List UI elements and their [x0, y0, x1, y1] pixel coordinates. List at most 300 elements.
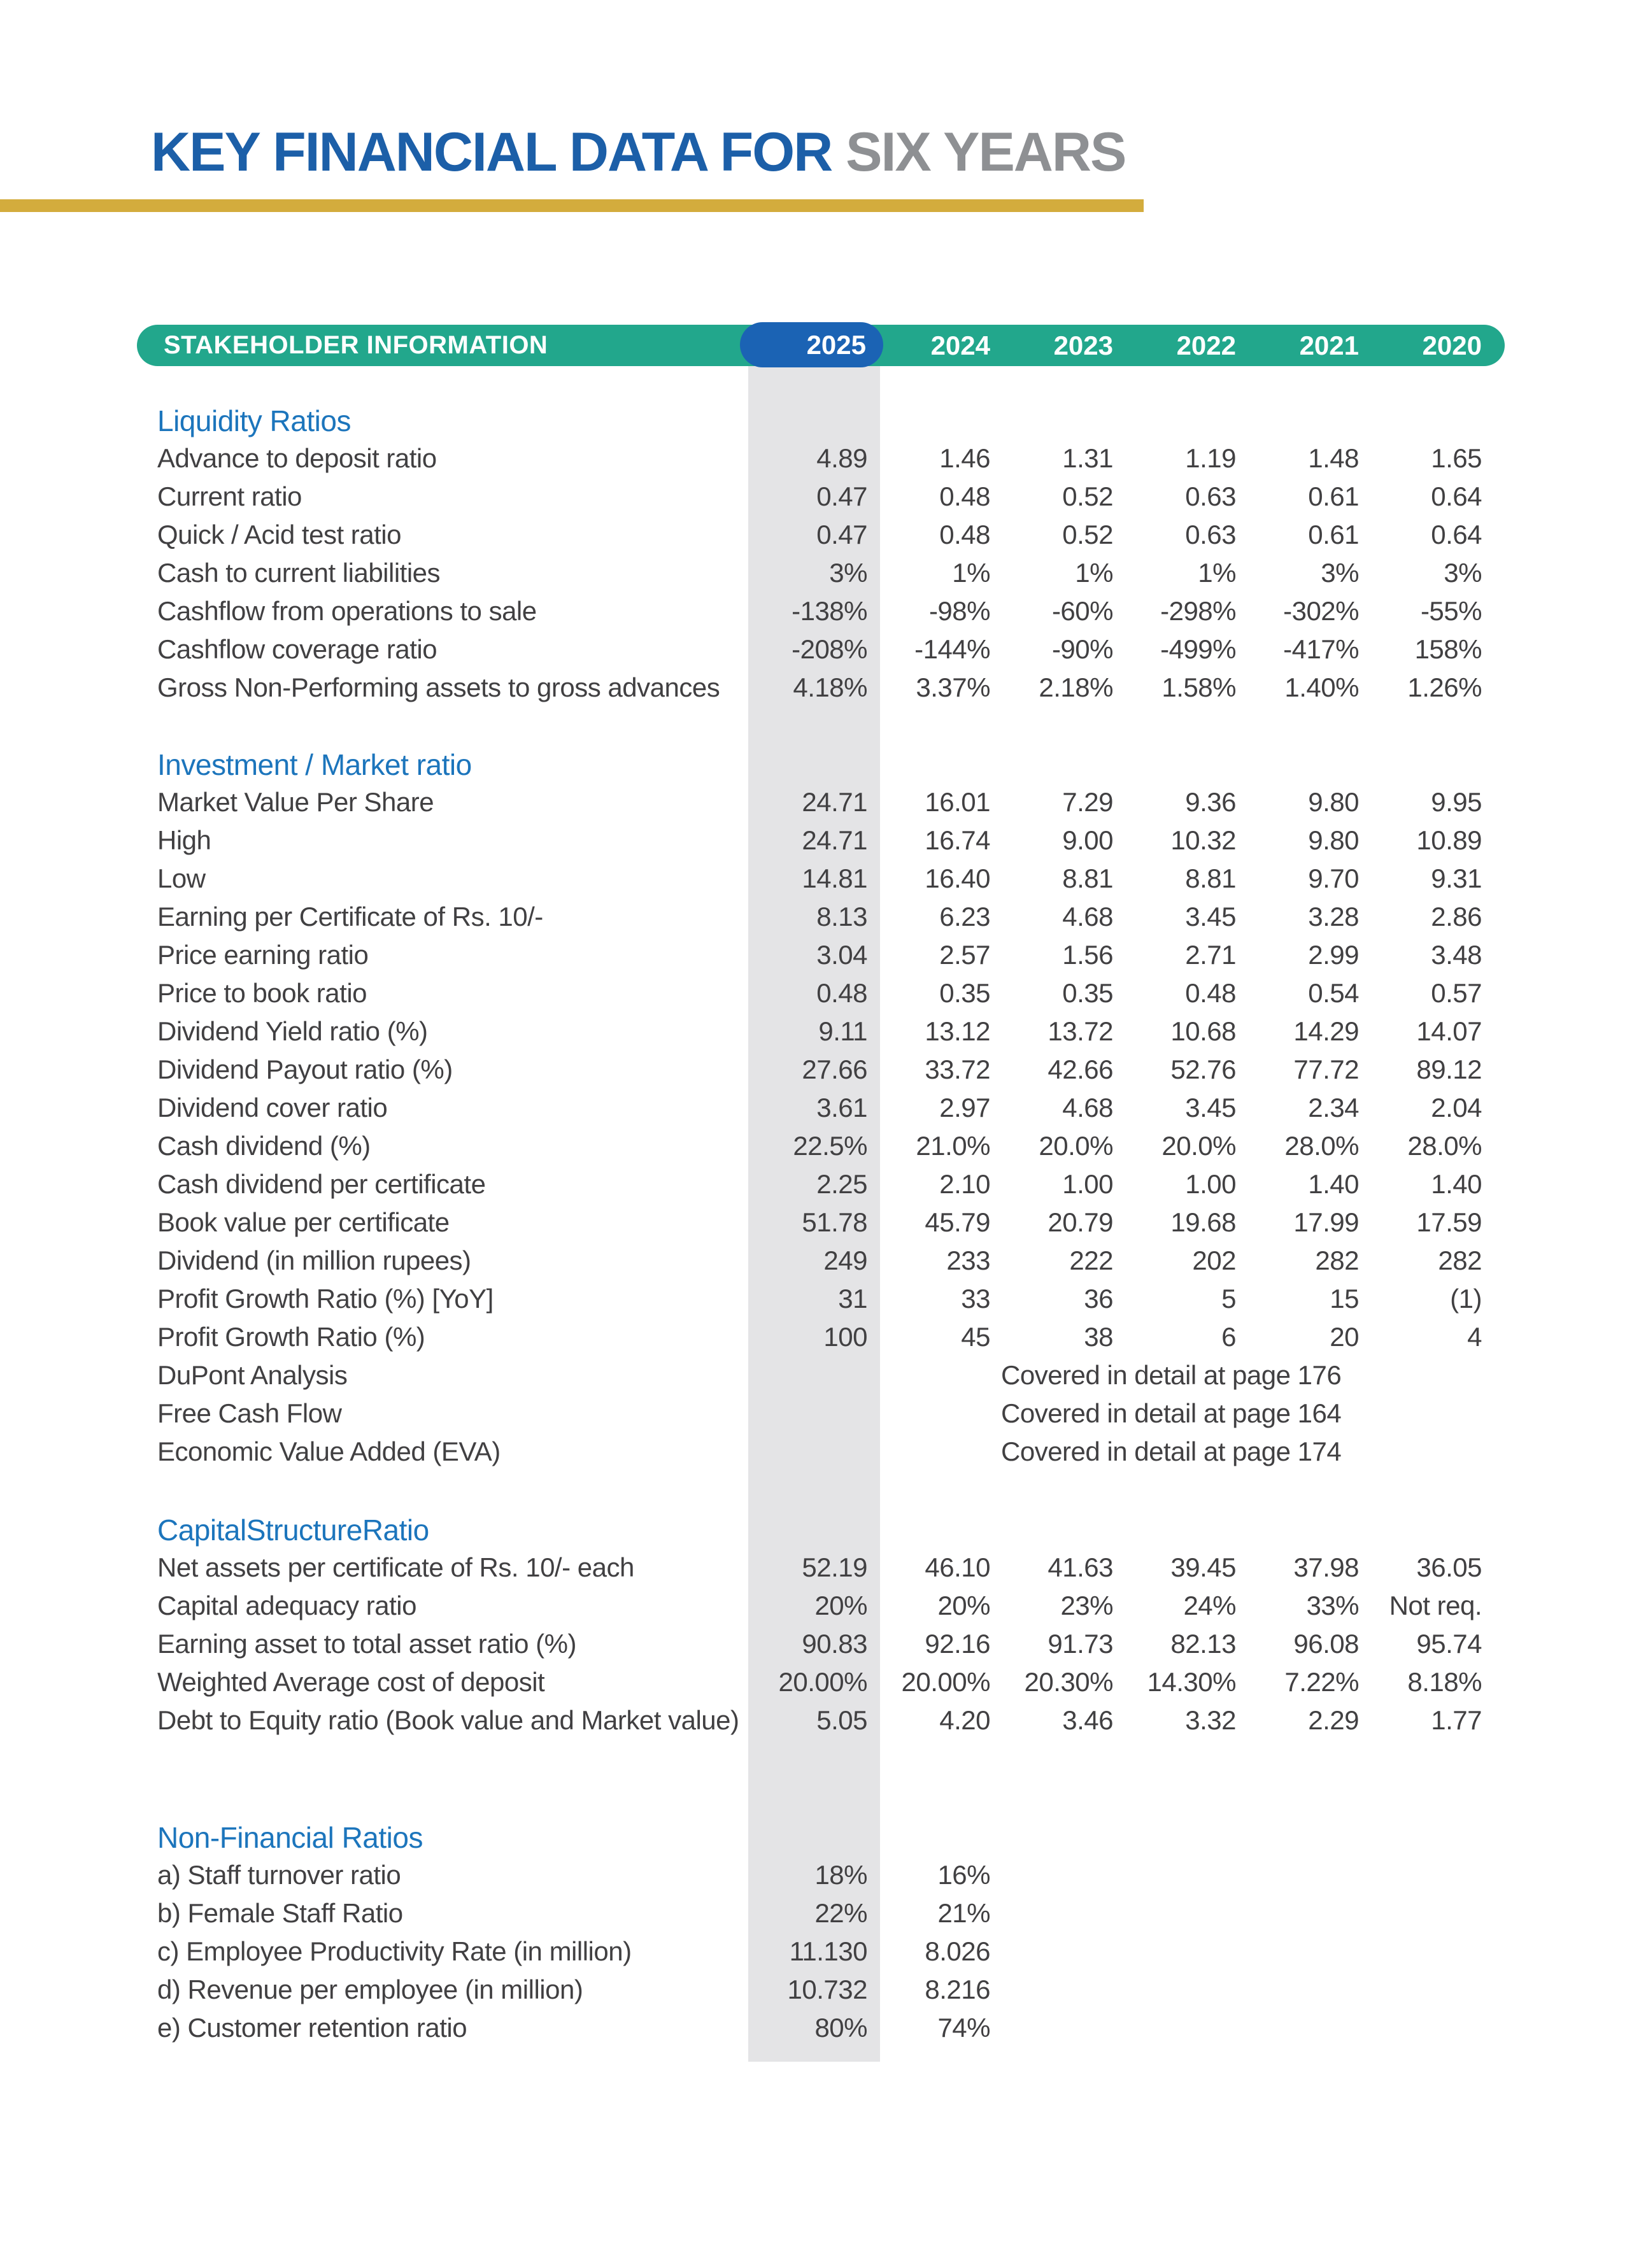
table-row: [137, 1012, 1505, 1051]
table-row: [137, 936, 1505, 974]
value-cell: 20.0%: [1039, 1131, 1113, 1161]
row-label: Earning asset to total asset ratio (%): [157, 1629, 576, 1659]
value-cell: 82.13: [1170, 1629, 1236, 1659]
value-cell: 1.26%: [1407, 672, 1482, 702]
row-label: Free Cash Flow: [157, 1398, 342, 1428]
table-row: [137, 630, 1505, 669]
value-cell: 2.10: [939, 1169, 990, 1199]
value-cell: 2.99: [1308, 940, 1359, 970]
row-label: Economic Value Added (EVA): [157, 1436, 501, 1466]
value-cell: 0.35: [939, 978, 990, 1008]
table-row: [137, 1701, 1505, 1740]
row-right-spacer: [1482, 1433, 1505, 1471]
value-cell: 7.29: [1062, 787, 1113, 817]
row-right-spacer: [1482, 898, 1505, 936]
row-right-spacer: [1482, 1625, 1505, 1663]
row-label: Book value per certificate: [157, 1207, 450, 1237]
table-row: [137, 1280, 1505, 1318]
value-cell: 42.66: [1048, 1054, 1113, 1084]
section: [137, 748, 1505, 1471]
value-cell: 0.52: [1062, 520, 1113, 549]
value-cell: 9.80: [1308, 825, 1359, 855]
row-note: Covered in detail at page 176: [1001, 1360, 1342, 1390]
table-row: [137, 1203, 1505, 1242]
value-cell: 1.00: [1062, 1169, 1113, 1199]
row-label: DuPont Analysis: [157, 1360, 348, 1390]
value-cell: 0.47: [816, 481, 867, 511]
page-title: [151, 122, 1126, 183]
row-label: High: [157, 825, 211, 855]
financial-data-table: [137, 325, 1505, 2047]
row-label: b) Female Staff Ratio: [157, 1898, 403, 1928]
value-cell: 8.026: [925, 1936, 990, 1966]
value-cell: 1.58%: [1161, 672, 1236, 702]
year-header: 2020: [1422, 330, 1482, 360]
value-cell: -208%: [792, 634, 867, 664]
row-label: Dividend Yield ratio (%): [157, 1016, 428, 1046]
value-cell: 9.70: [1308, 863, 1359, 893]
row-right-spacer: [1482, 1165, 1505, 1203]
value-cell: 2.86: [1431, 902, 1482, 932]
row-right-spacer: [1482, 936, 1505, 974]
value-cell: 0.61: [1308, 481, 1359, 511]
value-cell: 0.48: [939, 481, 990, 511]
value-cell: 24%: [1183, 1591, 1236, 1620]
row-right-spacer: [1482, 1127, 1505, 1165]
table-row: [137, 1971, 1505, 2009]
value-cell: 158%: [1414, 634, 1482, 664]
value-cell: [1359, 1932, 1482, 1971]
value-cell: 1.48: [1308, 443, 1359, 473]
value-cell: 23%: [1060, 1591, 1113, 1620]
value-cell: 1.56: [1062, 940, 1113, 970]
value-cell: 16.74: [925, 825, 990, 855]
row-right-spacer: [1482, 1394, 1505, 1433]
value-cell: 3.04: [816, 940, 867, 970]
value-cell: 8.18%: [1407, 1667, 1482, 1697]
value-cell: 9.00: [1062, 825, 1113, 855]
row-right-spacer: [1482, 516, 1505, 554]
table-row: [137, 1394, 1505, 1433]
page-title-primary: KEY FINANCIAL DATA FOR: [151, 122, 832, 183]
table-row: [137, 821, 1505, 860]
value-cell: 10.32: [1170, 825, 1236, 855]
year-header: 2021: [1299, 330, 1359, 360]
value-cell: 0.64: [1431, 520, 1482, 549]
value-cell: 3%: [829, 558, 867, 588]
value-cell: [990, 2009, 1113, 2047]
value-cell: 4.20: [939, 1705, 990, 1735]
table-row: [137, 1165, 1505, 1203]
year-header: 2023: [1053, 330, 1113, 360]
value-cell: 8.13: [816, 902, 867, 932]
row-right-spacer: [1482, 1012, 1505, 1051]
value-cell: 36.05: [1416, 1552, 1482, 1582]
value-cell: 20: [1330, 1322, 1359, 1352]
row-label: Debt to Equity ratio (Book value and Market value): [157, 1705, 739, 1735]
value-cell: -499%: [1160, 634, 1236, 664]
value-cell: -417%: [1283, 634, 1359, 664]
value-cell: [1359, 2009, 1482, 2047]
value-cell: 1.65: [1431, 443, 1482, 473]
table-row: [137, 1663, 1505, 1701]
value-cell: -144%: [914, 634, 990, 664]
section-heading: CapitalStructureRatio: [157, 1513, 429, 1547]
value-cell: 18%: [814, 1860, 867, 1890]
table-row: [137, 898, 1505, 936]
value-cell: 3.32: [1185, 1705, 1236, 1735]
table-row: [137, 1089, 1505, 1127]
value-cell: 100: [823, 1322, 867, 1352]
row-label: Gross Non-Performing assets to gross advances: [157, 672, 720, 702]
row-label: d) Revenue per employee (in million): [157, 1974, 583, 2004]
table-row: [137, 554, 1505, 592]
table-row: [137, 2009, 1505, 2047]
row-label: Cash dividend (%): [157, 1131, 371, 1161]
value-cell: 90.83: [802, 1629, 867, 1659]
value-cell: 74%: [937, 2013, 990, 2043]
row-note: Covered in detail at page 174: [1001, 1436, 1342, 1466]
value-cell: -90%: [1051, 634, 1113, 664]
table-row: [137, 1856, 1505, 1894]
value-cell: -298%: [1160, 596, 1236, 626]
value-cell: [1236, 1856, 1359, 1894]
value-cell: 10.732: [787, 1974, 867, 2004]
value-cell: 13.72: [1048, 1016, 1113, 1046]
value-cell: 8.81: [1062, 863, 1113, 893]
table-row: [137, 592, 1505, 630]
value-cell: 0.52: [1062, 481, 1113, 511]
value-cell: 33: [961, 1284, 990, 1314]
value-cell: 3.45: [1185, 902, 1236, 932]
row-label: Net assets per certificate of Rs. 10/- each: [157, 1552, 634, 1582]
table-row: [137, 974, 1505, 1012]
value-cell: 0.57: [1431, 978, 1482, 1008]
value-cell: 52.19: [802, 1552, 867, 1582]
value-cell: 3.45: [1185, 1093, 1236, 1123]
row-right-spacer: [1482, 478, 1505, 516]
value-cell: 9.80: [1308, 787, 1359, 817]
value-cell: 2.71: [1185, 940, 1236, 970]
value-cell: 10.89: [1416, 825, 1482, 855]
value-cell: [1113, 1856, 1236, 1894]
value-cell: 45.79: [925, 1207, 990, 1237]
highlighted-year-pill: 2025: [740, 322, 883, 367]
value-cell: 31: [838, 1284, 867, 1314]
row-label: Market Value Per Share: [157, 787, 434, 817]
value-cell: 28.0%: [1407, 1131, 1482, 1161]
value-cell: 22%: [814, 1898, 867, 1928]
table-row: [137, 1433, 1505, 1471]
row-right-spacer: [1482, 2009, 1505, 2047]
row-label: Cash dividend per certificate: [157, 1169, 486, 1199]
row-right-spacer: [1482, 1932, 1505, 1971]
row-label: Earning per Certificate of Rs. 10/-: [157, 902, 543, 932]
value-cell: 20.0%: [1161, 1131, 1236, 1161]
value-cell: [1359, 1894, 1482, 1932]
value-cell: [1113, 2009, 1236, 2047]
value-cell: -138%: [792, 596, 867, 626]
value-cell: 8.216: [925, 1974, 990, 2004]
value-cell: [1236, 1894, 1359, 1932]
value-cell: 37.98: [1293, 1552, 1359, 1582]
value-cell: [1359, 1971, 1482, 2009]
value-cell: 14.30%: [1147, 1667, 1236, 1697]
value-cell: 52.76: [1170, 1054, 1236, 1084]
value-cell: 8.81: [1185, 863, 1236, 893]
row-right-spacer: [1482, 669, 1505, 707]
row-label: Price earning ratio: [157, 940, 369, 970]
row-right-spacer: [1482, 1242, 1505, 1280]
value-cell: 4.68: [1062, 1093, 1113, 1123]
value-cell: 1.19: [1185, 443, 1236, 473]
value-cell: 233: [946, 1245, 990, 1275]
table-header-title: STAKEHOLDER INFORMATION: [164, 331, 548, 359]
value-cell: 38: [1084, 1322, 1113, 1352]
value-cell: 4.68: [1062, 902, 1113, 932]
value-cell: 1.00: [1185, 1169, 1236, 1199]
value-cell: 3%: [1444, 558, 1482, 588]
value-cell: 1.40: [1431, 1169, 1482, 1199]
value-cell: [990, 1932, 1113, 1971]
value-cell: 27.66: [802, 1054, 867, 1084]
value-cell: 39.45: [1170, 1552, 1236, 1582]
value-cell: 202: [1192, 1245, 1236, 1275]
value-cell: 16.01: [925, 787, 990, 817]
value-cell: 2.29: [1308, 1705, 1359, 1735]
value-cell: 0.63: [1185, 481, 1236, 511]
section-heading: Investment / Market ratio: [157, 748, 472, 781]
value-cell: 1%: [952, 558, 990, 588]
table-row: [137, 1051, 1505, 1089]
value-cell: 2.57: [939, 940, 990, 970]
value-cell: 92.16: [925, 1629, 990, 1659]
value-cell: 24.71: [802, 787, 867, 817]
row-right-spacer: [1482, 1203, 1505, 1242]
year-header-cells: [867, 325, 1482, 366]
value-cell: 282: [1315, 1245, 1359, 1275]
value-cell: 9.11: [818, 1016, 867, 1046]
row-right-spacer: [1482, 860, 1505, 898]
value-cell: 33.72: [925, 1054, 990, 1084]
section-heading: Liquidity Ratios: [157, 404, 351, 437]
value-cell: 4.18%: [793, 672, 867, 702]
table-row: [137, 516, 1505, 554]
value-cell: 0.48: [1185, 978, 1236, 1008]
value-cell: 1.46: [939, 443, 990, 473]
value-cell: 282: [1438, 1245, 1482, 1275]
row-right-spacer: [1482, 1587, 1505, 1625]
value-cell: 0.35: [1062, 978, 1113, 1008]
value-cell: 19.68: [1170, 1207, 1236, 1237]
row-right-spacer: [1482, 1051, 1505, 1089]
table-row: [137, 1932, 1505, 1971]
table-row: [137, 1242, 1505, 1280]
value-cell: [990, 1856, 1113, 1894]
value-cell: 0.47: [816, 520, 867, 549]
value-cell: 7.22%: [1284, 1667, 1359, 1697]
value-cell: 1%: [1075, 558, 1113, 588]
table-row: [137, 439, 1505, 478]
table-row: [137, 860, 1505, 898]
value-cell: 20.00%: [778, 1667, 867, 1697]
row-right-spacer: [1482, 1971, 1505, 2009]
row-label: Current ratio: [157, 481, 302, 511]
table-row: [137, 1549, 1505, 1587]
value-cell: -55%: [1420, 596, 1482, 626]
value-cell: [1236, 1932, 1359, 1971]
value-cell: 1.40: [1308, 1169, 1359, 1199]
row-label: Dividend (in million rupees): [157, 1245, 471, 1275]
row-label: Capital adequacy ratio: [157, 1591, 416, 1620]
row-label: Profit Growth Ratio (%) [YoY]: [157, 1284, 494, 1314]
value-cell: 21.0%: [916, 1131, 990, 1161]
value-cell: 91.73: [1048, 1629, 1113, 1659]
value-cell: [1113, 1932, 1236, 1971]
row-right-spacer: [1482, 1663, 1505, 1701]
value-cell: 20.00%: [901, 1667, 990, 1697]
value-cell: -60%: [1051, 596, 1113, 626]
value-cell: [1359, 1856, 1482, 1894]
value-cell: 0.48: [816, 978, 867, 1008]
value-cell: 20.30%: [1024, 1667, 1113, 1697]
value-cell: 9.31: [1431, 863, 1482, 893]
row-right-spacer: [1482, 1356, 1505, 1394]
value-cell: 2.25: [816, 1169, 867, 1199]
row-label: Quick / Acid test ratio: [157, 520, 401, 549]
row-note: Covered in detail at page 164: [1001, 1398, 1342, 1428]
title-underline-bar: [0, 199, 1144, 212]
table-row: [137, 669, 1505, 707]
row-label: c) Employee Productivity Rate (in million): [157, 1936, 632, 1966]
value-cell: 2.97: [939, 1093, 990, 1123]
value-cell: 80%: [814, 2013, 867, 2043]
value-cell: 3.48: [1431, 940, 1482, 970]
value-cell: 13.12: [925, 1016, 990, 1046]
value-cell: 0.54: [1308, 978, 1359, 1008]
value-cell: 4: [1467, 1322, 1482, 1352]
table-row: [137, 783, 1505, 821]
table-row: [137, 478, 1505, 516]
table-header-bar: [137, 325, 1505, 366]
value-cell: 5.05: [816, 1705, 867, 1735]
year-header: 2022: [1176, 330, 1236, 360]
row-right-spacer: [1482, 1318, 1505, 1356]
value-cell: 1.31: [1062, 443, 1113, 473]
value-cell: 51.78: [802, 1207, 867, 1237]
row-right-spacer: [1482, 1089, 1505, 1127]
value-cell: [990, 1971, 1113, 2009]
table-row: [137, 1127, 1505, 1165]
table-row: [137, 1625, 1505, 1663]
value-cell: 89.12: [1416, 1054, 1482, 1084]
page-title-secondary: SIX YEARS: [846, 122, 1126, 183]
value-cell: 6: [1221, 1322, 1236, 1352]
row-label: Advance to deposit ratio: [157, 443, 437, 473]
value-cell: [1113, 1971, 1236, 2009]
row-right-spacer: [1482, 630, 1505, 669]
value-cell: 77.72: [1293, 1054, 1359, 1084]
row-right-spacer: [1482, 1701, 1505, 1740]
value-cell: 21%: [937, 1898, 990, 1928]
value-cell: 2.04: [1431, 1093, 1482, 1123]
value-cell: -302%: [1283, 596, 1359, 626]
value-cell: 9.95: [1431, 787, 1482, 817]
value-cell: 14.29: [1293, 1016, 1359, 1046]
value-cell: 45: [961, 1322, 990, 1352]
value-cell: [1236, 2009, 1359, 2047]
value-cell: 3.37%: [916, 672, 990, 702]
row-right-spacer: [1482, 439, 1505, 478]
value-cell: (1): [1450, 1284, 1482, 1314]
value-cell: 2.18%: [1039, 672, 1113, 702]
value-cell: 3%: [1321, 558, 1359, 588]
year-header: 2024: [930, 330, 990, 360]
table-row: [137, 1356, 1505, 1394]
value-cell: 17.99: [1293, 1207, 1359, 1237]
value-cell: 17.59: [1416, 1207, 1482, 1237]
value-cell: 3.28: [1308, 902, 1359, 932]
row-right-spacer: [1482, 783, 1505, 821]
row-right-spacer: [1482, 1894, 1505, 1932]
row-right-spacer: [1482, 1549, 1505, 1587]
value-cell: 2.34: [1308, 1093, 1359, 1123]
table-row: [137, 1587, 1505, 1625]
value-cell: 20%: [814, 1591, 867, 1620]
section: [137, 404, 1505, 707]
row-right-spacer: [1482, 1280, 1505, 1318]
value-cell: 33%: [1306, 1591, 1359, 1620]
table-body: [137, 404, 1505, 2047]
section-heading: Non-Financial Ratios: [157, 1821, 423, 1854]
row-label: Dividend cover ratio: [157, 1093, 388, 1123]
row-right-spacer: [1482, 821, 1505, 860]
value-cell: [1113, 1894, 1236, 1932]
value-cell: 20.79: [1048, 1207, 1113, 1237]
section: [137, 1513, 1505, 1740]
value-cell: 0.63: [1185, 520, 1236, 549]
value-cell: 14.81: [802, 863, 867, 893]
value-cell: 0.48: [939, 520, 990, 549]
value-cell: 9.36: [1185, 787, 1236, 817]
section: [137, 1821, 1505, 2047]
row-label: Profit Growth Ratio (%): [157, 1322, 425, 1352]
value-cell: 36: [1084, 1284, 1113, 1314]
value-cell: [990, 1894, 1113, 1932]
row-label: Price to book ratio: [157, 978, 367, 1008]
value-cell: 16%: [937, 1860, 990, 1890]
value-cell: 1%: [1198, 558, 1236, 588]
row-label: e) Customer retention ratio: [157, 2013, 467, 2043]
row-right-spacer: [1482, 592, 1505, 630]
value-cell: [1236, 1971, 1359, 2009]
value-cell: 96.08: [1293, 1629, 1359, 1659]
value-cell: 0.64: [1431, 481, 1482, 511]
value-cell: 1.77: [1431, 1705, 1482, 1735]
value-cell: 14.07: [1416, 1016, 1482, 1046]
value-cell: 22.5%: [793, 1131, 867, 1161]
value-cell: 28.0%: [1284, 1131, 1359, 1161]
value-cell: 3.61: [816, 1093, 867, 1123]
value-cell: 46.10: [925, 1552, 990, 1582]
row-right-spacer: [1482, 1856, 1505, 1894]
table-row: [137, 1318, 1505, 1356]
value-cell: 41.63: [1048, 1552, 1113, 1582]
value-cell: 222: [1069, 1245, 1113, 1275]
value-cell: 20%: [937, 1591, 990, 1620]
row-label: a) Staff turnover ratio: [157, 1860, 401, 1890]
value-cell: Not req.: [1389, 1591, 1482, 1620]
